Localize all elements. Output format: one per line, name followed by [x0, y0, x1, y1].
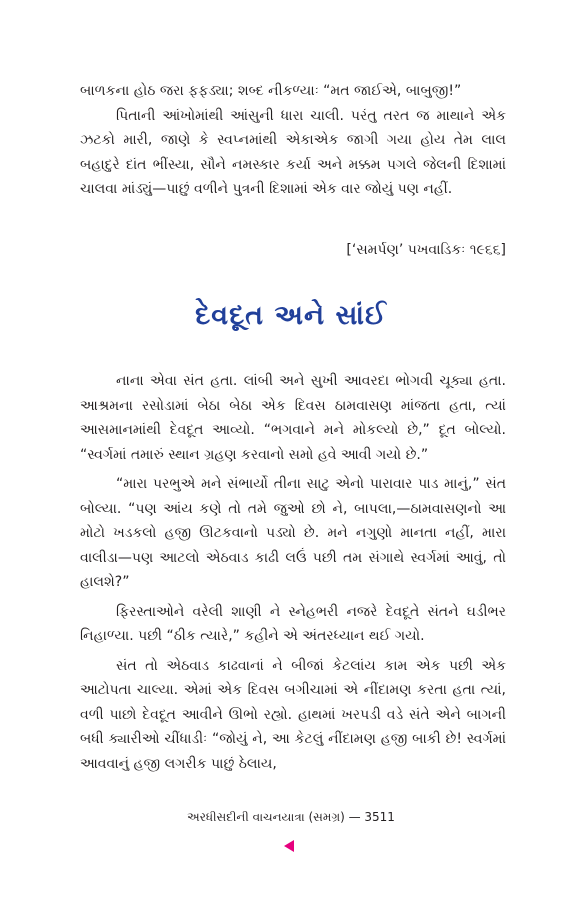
page-footer: અરધીસદીની વાચનયાત્રા (સમગ્ર) — 3511 [187, 810, 395, 824]
paragraph: પિતાની આંખોમાંથી આંસુની ધારા ચાલી. પરંતુ તરત જ માથાને એક ઝટકો મારી, જાણે કે સ્વપ્નમાંથી એકાએક જાગી ગયા હોય તેમ લાલ બહાદુરે દાંત ભીંસ્યા, સૌને નમસ્કાર કર્યા અને મક્કમ પગલે જેલની દિશામાં ચાલવા માંડ્યું—પાછું વળીને પુત્રની દિશામાં એક વાર જોયું પણ નહીં. [80, 107, 506, 197]
paragraph: સંત તો એઠવાડ કાઢવાનાં ને બીજાં કેટલાંય કામ એક પછી એક આટોપતા ચાલ્યા. એમાં એક દિવસ બગીચામાં એ નીંદામણ કરતા હતા ત્યાં, વળી પાછો દેવદૂત આવીને ઊભો રહ્યો. હાથમાં ખરપડી વડે સંતે એને બાગની બધી ક્યારીઓ ચીંધાડીઃ “જોયું ને, આ કેટલું નીંદામણ હજી બાકી છે! સ્વર્ગમાં આવવાનું હજી લગરીક પાછું ઠેલાય, [80, 657, 506, 772]
story-title: દેવદૂત અને સાંઈ [195, 300, 387, 331]
paragraph: ફિરસ્તાઓને વરેલી શાણી ને સ્નેહભરી નજરે દેવદૂતે સંતને ઘડીભર નિહાળ્યા. પછી “ઠીક ત્યારે,” કહીને એ અંતરધ્યાન થઈ ગયો. [80, 603, 506, 644]
story-text [80, 369, 506, 781]
paragraph: નાના એવા સંત હતા. લાંબી અને સુખી આવરદા ભોગવી ચૂક્યા હતા. આશ્રમના રસોડામાં બેઠા બેઠા એક દિવસ ઠામવાસણ માંજતા હતા, ત્યાં આસમાનમાંથી દેવદૂત આવ્યો. “ભગવાને મને મોકલ્યો છે,” દૂત બોલ્યો. “સ્વર્ગમાં તમારું સ્થાન ગ્રહણ કરવાનો સમો હવે આવી ગયો છે.” [80, 373, 506, 463]
opening-text [80, 79, 506, 202]
previous-page-arrow-icon[interactable] [284, 840, 294, 852]
source-note: [‘સમર્પણ’ પખવાડિકઃ ૧૯૬૬] [346, 242, 506, 258]
paragraph: “મારા પરભુએ મને સંભાર્યો તીના સાટુ એનો પારાવાર પાડ માનું,” સંત બોલ્યા. “પણ આંય કણે તો તમે જુઓ છો ને, બાપલા,—ઠામવાસણનો આ મોટો ખડકલો હજી ઊટકવાનો પડ્યો છે. મને નગુણો માનતા નહીં, મારા વાલીડા—પણ આટલો એઠવાડ કાઢી લઉં પછી તમ સંગાથે સ્વર્ગમાં આવું, તો હાલશે?” [80, 476, 506, 590]
paragraph: બાળકના હોઠ જરા ફફડ્યા; શબ્દ નીકળ્યાઃ “મત જાઈએ, બાબુજી!” [80, 83, 462, 99]
